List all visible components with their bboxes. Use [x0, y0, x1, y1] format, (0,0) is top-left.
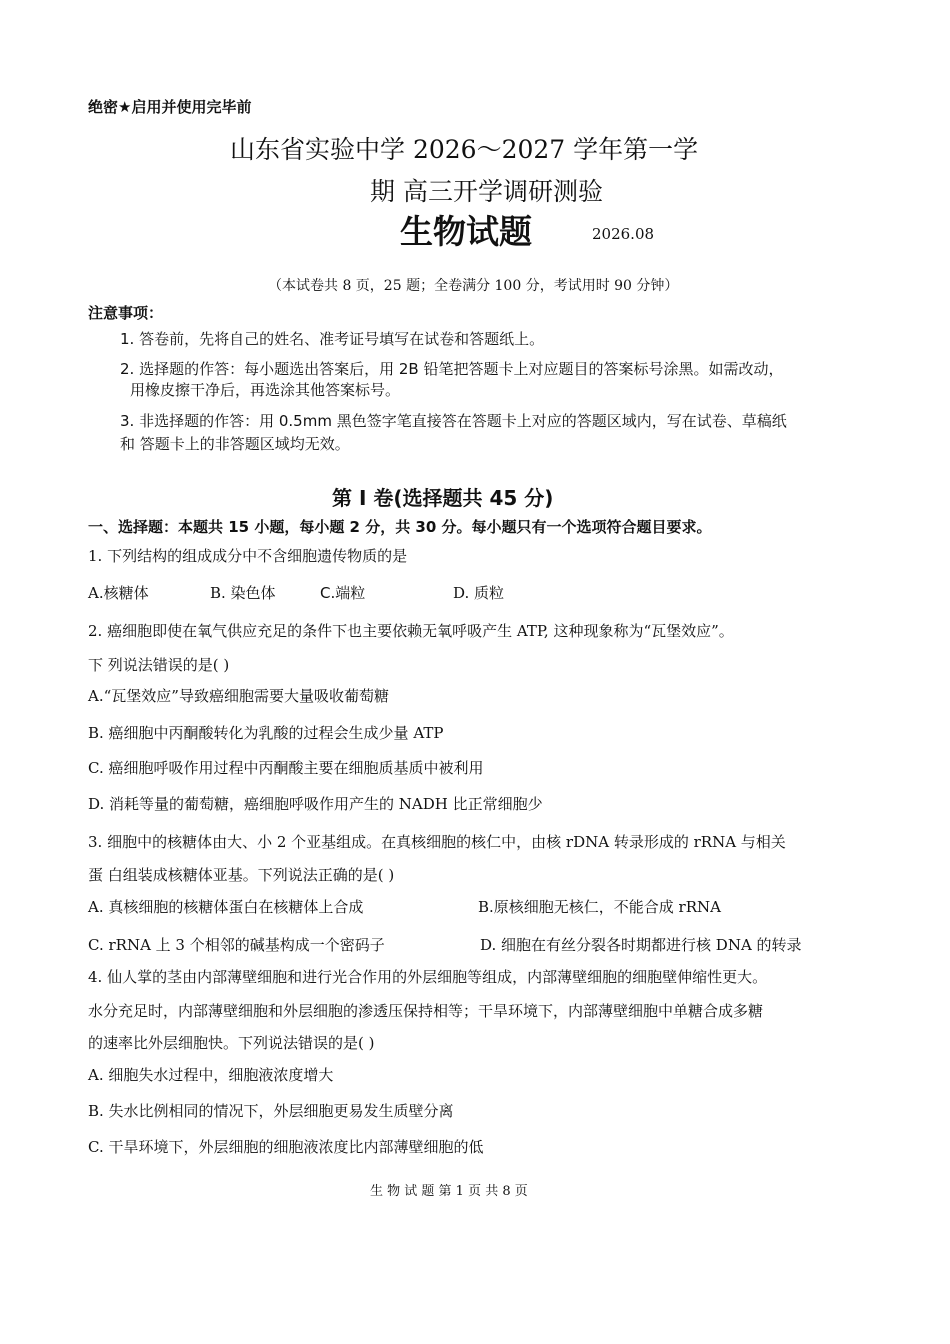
question-3-option-a: A. 真核细胞的核糖体蛋白在核糖体上合成 — [88, 898, 364, 916]
question-2-option-a: A.“瓦堡效应”导致癌细胞需要大量吸收葡萄糖 — [88, 687, 389, 705]
question-4-option-a: A. 细胞失水过程中，细胞液浓度增大 — [88, 1066, 334, 1084]
question-2-option-b: B. 癌细胞中丙酮酸转化为乳酸的过程会生成少量 ATP — [88, 724, 444, 742]
exam-title-line2: 期 高三开学调研测验 — [370, 177, 603, 206]
exam-title-line1: 山东省实验中学 2026～2027 学年第一学 — [230, 135, 699, 164]
question-4-stem: 4. 仙人掌的茎由内部薄壁细胞和进行光合作用的外层细胞等组成，内部薄壁细胞的细胞壁伸缩性更大。 — [88, 968, 768, 986]
subject-title: 生物试题 — [400, 212, 532, 251]
notes-heading: 注意事项： — [88, 304, 164, 322]
question-4-stem-cont: 水分充足时，内部薄壁细胞和外层细胞的渗透压保持相等；干旱环境下，内部薄壁细胞中单糖合成多糖 — [88, 1002, 764, 1020]
question-1-option-d: D. 质粒 — [453, 584, 505, 602]
question-1-stem: 1. 下列结构的组成成分中不含细胞遗传物质的是 — [88, 547, 408, 565]
note-item: 和 答题卡上的非答题区域均无效。 — [120, 435, 350, 453]
question-1-option-a: A.核糖体 — [88, 584, 149, 602]
question-3-stem: 3. 细胞中的核糖体由大、小 2 个亚基组成。在真核细胞的核仁中，由核 rDNA 转录形成的 rRNA 与相关 — [88, 833, 786, 851]
note-item: 用橡皮擦干净后，再选涂其他答案标号。 — [130, 381, 401, 399]
question-1-option-b: B. 染色体 — [210, 584, 276, 602]
exam-date: 2026.08 — [592, 225, 655, 243]
question-3-stem-cont: 蛋 白组装成核糖体亚基。下列说法正确的是( ) — [88, 866, 395, 884]
note-item: 3. 非选择题的作答：用 0.5mm 黑色签字笔直接答在答题卡上对应的答题区域内，写在试卷、草稿纸 — [120, 412, 787, 430]
question-3-option-d: D. 细胞在有丝分裂各时期都进行核 DNA 的转录 — [480, 936, 802, 954]
question-2-option-d: D. 消耗等量的葡萄糖，癌细胞呼吸作用产生的 NADH 比正常细胞少 — [88, 795, 543, 813]
question-4-stem-cont2: 的速率比外层细胞快。下列说法错误的是( ) — [88, 1034, 375, 1052]
question-4-option-c: C. 干旱环境下，外层细胞的细胞液浓度比内部薄壁细胞的低 — [88, 1138, 484, 1156]
section-title: 第 Ⅰ 卷(选择题共 45 分) — [332, 486, 554, 510]
question-3-option-c: C. rRNA 上 3 个相邻的碱基构成一个密码子 — [88, 936, 385, 954]
question-1-option-c: C.端粒 — [320, 584, 366, 602]
question-3-option-b: B.原核细胞无核仁，不能合成 rRNA — [478, 898, 721, 916]
note-item: 1. 答卷前，先将自己的姓名、准考证号填写在试卷和答题纸上。 — [120, 330, 545, 348]
page-footer: 生 物 试 题 第 1 页 共 8 页 — [370, 1184, 528, 1199]
exam-info: （本试卷共 8 页，25 题；全卷满分 100 分，考试用时 90 分钟） — [268, 278, 679, 294]
question-2-stem-cont: 下 列说法错误的是( ) — [88, 656, 230, 674]
note-item: 2. 选择题的作答：每小题选出答案后，用 2B 铅笔把答题卡上对应题目的答案标号涂黑。如需改动， — [120, 360, 784, 378]
question-2-option-c: C. 癌细胞呼吸作用过程中丙酮酸主要在细胞质基质中被利用 — [88, 759, 484, 777]
secret-mark: 绝密★启用并使用完毕前 — [88, 98, 252, 116]
section-instruction: 一、选择题：本题共 15 小题，每小题 2 分，共 30 分。每小题只有一个选项符合题目要求。 — [88, 518, 712, 536]
question-4-option-b: B. 失水比例相同的情况下，外层细胞更易发生质壁分离 — [88, 1102, 454, 1120]
question-2-stem: 2. 癌细胞即使在氧气供应充足的条件下也主要依赖无氧呼吸产生 ATP, 这种现象称为“瓦堡效应”。 — [88, 622, 734, 640]
